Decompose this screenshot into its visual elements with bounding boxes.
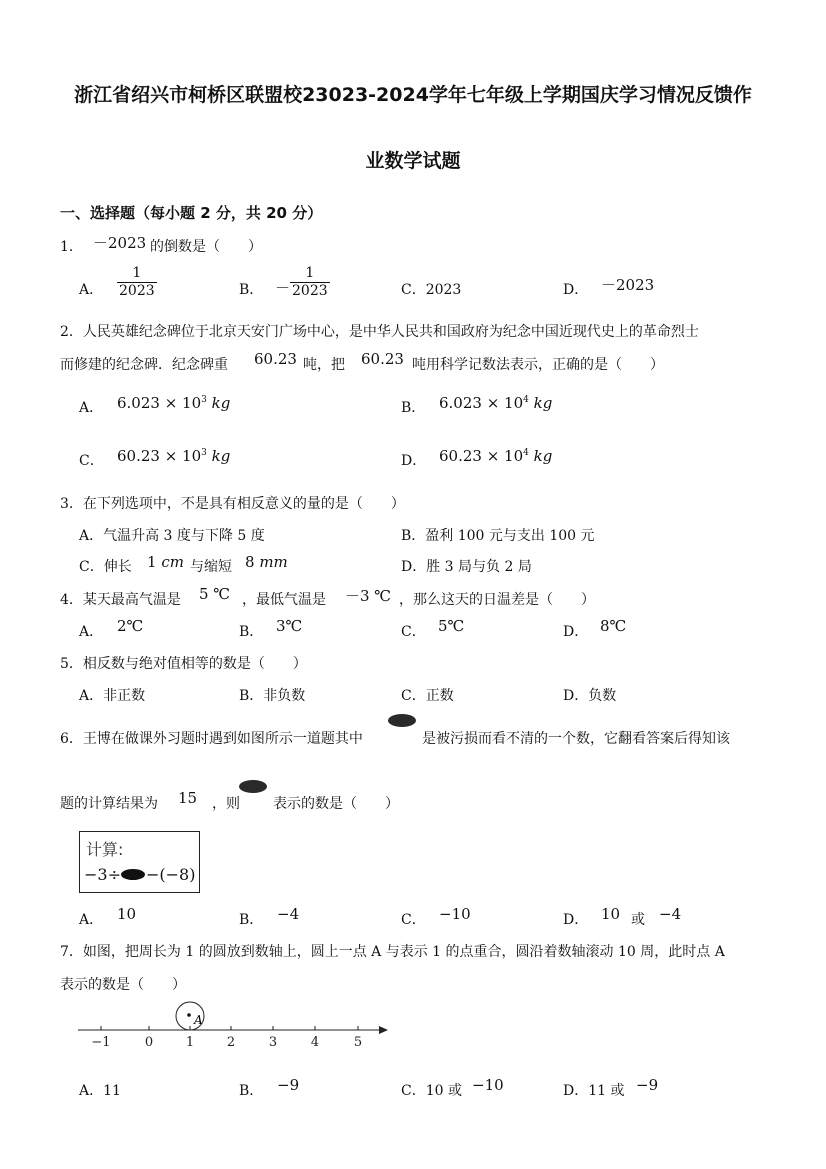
q2-value-1: 60.23: [254, 350, 297, 368]
q2-option-b: [439, 394, 552, 412]
q3-text: 3．在下列选项中，不是具有相反意义的量的是（ ）: [60, 496, 405, 512]
tick-label: −1: [91, 1035, 111, 1050]
q3-option-c-num1: 1: [147, 553, 157, 571]
q6-text-a: 6．王博在做课外习题时遇到如图所示一道题其中: [60, 731, 363, 747]
q2-line2-b: 吨，把: [303, 357, 345, 373]
q4-option-c-label: C．: [401, 624, 426, 640]
q4-option-b-value: 3℃: [276, 617, 303, 635]
q4-option-b-label: B．: [239, 624, 264, 640]
q1-option-a-denominator: 2023: [119, 283, 155, 299]
smudge-icon: [121, 869, 145, 880]
q2-option-a: [117, 394, 230, 412]
q4-text-a: 4．某天最高气温是: [60, 592, 181, 608]
q6-option-a-label: A．: [79, 912, 104, 928]
q6-option-c-value: −10: [439, 905, 471, 923]
tick-label: 0: [144, 1035, 154, 1050]
q1-number: 1．: [60, 239, 83, 255]
q1-option-a-label: A．: [79, 282, 104, 298]
q1-option-b-sign: －: [275, 279, 291, 297]
q2-option-d-exponent: 4: [523, 448, 529, 458]
q6-box-left: −3÷: [84, 865, 121, 884]
q4-text-b: ，最低气温是: [242, 592, 326, 608]
q2-option-b-exponent: 4: [523, 395, 529, 405]
q4-value-2: －3 ℃: [345, 587, 392, 605]
number-line-labels: [91, 1035, 362, 1050]
q1-option-d-label: D．: [563, 282, 589, 298]
q1-text: 的倒数是（ ）: [150, 239, 262, 255]
q6-text-c: 题的计算结果为: [60, 796, 158, 812]
q2-option-d-base: 60.23 × 10: [439, 447, 524, 465]
q6-calculation-box: [79, 831, 200, 893]
q3-option-c-value2: [245, 553, 288, 571]
q1-option-b-label: B．: [239, 282, 264, 298]
q1-option-c: C．2023: [401, 282, 462, 298]
q2-value-2: 60.23: [361, 350, 404, 368]
q6-box-right: −(−8): [146, 865, 196, 884]
smudge-icon: [388, 714, 416, 727]
tick-label: 3: [268, 1035, 278, 1050]
q3-option-c-unit2: mm: [259, 553, 288, 571]
q2-option-a-unit: kg: [211, 394, 231, 412]
q4-value-1: 5 ℃: [199, 585, 231, 603]
q2-option-b-base: 6.023 × 10: [439, 394, 524, 412]
q7-option-b-value: −9: [277, 1076, 300, 1094]
q7-option-a: A．11: [79, 1083, 121, 1099]
axis-arrow-icon: [379, 1026, 388, 1034]
q7-line1: 7．如图，把周长为 1 的圆放到数轴上，圆上一点 A 与表示 1 的点重合，圆沿着数轴滚动 10 周，此时点 A: [60, 944, 725, 960]
q1-option-a-fraction: [117, 265, 157, 300]
q6-option-d-label: D．: [563, 912, 589, 928]
q6-option-b-label: B．: [239, 912, 264, 928]
tick-label: 2: [226, 1035, 236, 1050]
tick-label: 5: [353, 1035, 363, 1050]
q1-option-d-value: －2023: [601, 276, 655, 294]
q2-option-c-label: C．: [79, 453, 104, 469]
number-line-ticks: [101, 1026, 358, 1030]
q7-option-c-value: −10: [472, 1076, 504, 1094]
q6-text-b: 是被污损而看不清的一个数，它翻看答案后得知该: [422, 731, 730, 747]
q2-line2-c: 吨用科学记数法表示，正确的是（ ）: [412, 357, 664, 373]
point-a-label: A: [194, 1013, 203, 1027]
q6-option-d-value-2: −4: [659, 905, 682, 923]
q6-option-b-value: −4: [277, 905, 300, 923]
q6-box-title: 计算:: [86, 840, 124, 859]
q7-line2: 表示的数是（ ）: [60, 977, 186, 993]
number-line-diagram: [70, 996, 400, 1052]
q2-option-d-unit: kg: [533, 447, 553, 465]
q5-option-a: A．非正数: [79, 688, 146, 704]
q2-line1: 2．人民英雄纪念碑位于北京天安门广场中心，是中华人民共和国政府为纪念中国近现代史上的革命烈士: [60, 324, 699, 340]
q7-option-b-label: B．: [239, 1083, 264, 1099]
q6-text-e: 表示的数是（ ）: [273, 796, 399, 812]
q5-option-b: B．非负数: [239, 688, 306, 704]
q2-line2-a: 而修建的纪念碑．纪念碑重: [60, 357, 228, 373]
q3-option-c-value1: [147, 553, 184, 571]
q3-option-c-num2: 8: [245, 553, 255, 571]
q6-option-d-value-1: 10: [601, 905, 621, 923]
tick-label: 4: [310, 1035, 320, 1050]
q7-option-d-value: −9: [636, 1076, 659, 1094]
q3-option-a: A．气温升高 3 度与下降 5 度: [79, 528, 265, 544]
q2-option-b-label: B．: [401, 400, 426, 416]
q3-option-b: B．盈利 100 元与支出 100 元: [401, 528, 595, 544]
q5-text: 5．相反数与绝对值相等的数是（ ）: [60, 656, 307, 672]
q7-option-c-label: C．10 或: [401, 1083, 462, 1099]
q2-option-c-base: 60.23 × 10: [117, 447, 202, 465]
page-title-line1: 浙江省绍兴市柯桥区联盟校23023-2024学年七年级上学期国庆学习情况反馈作: [74, 84, 752, 106]
q1-option-b-denominator: 2023: [292, 283, 328, 299]
tick-label: 1: [185, 1035, 195, 1050]
q1-option-b-fraction: [290, 265, 330, 300]
q2-option-c-unit: kg: [211, 447, 231, 465]
circle-center-dot: [187, 1013, 191, 1017]
q4-option-a-label: A．: [79, 624, 104, 640]
q3-option-c-a: C．伸长: [79, 559, 132, 575]
q1-option-b-numerator: 1: [290, 265, 330, 283]
q1-option-a-numerator: 1: [117, 265, 157, 283]
q1-expression: －2023: [93, 234, 147, 252]
q6-option-c-label: C．: [401, 912, 426, 928]
q2-option-a-base: 6.023 × 10: [117, 394, 202, 412]
smudge-icon: [239, 780, 267, 793]
q4-option-d-value: 8℃: [600, 617, 627, 635]
q2-option-c: [117, 447, 230, 465]
q2-option-a-label: A．: [79, 400, 104, 416]
q3-option-c-unit1: cm: [161, 553, 184, 571]
q7-option-d-label: D．11 或: [563, 1083, 625, 1099]
section-heading: 一、选择题（每小题 2 分，共 20 分）: [60, 204, 323, 222]
q5-option-c: C．正数: [401, 688, 454, 704]
q4-text-c: ，那么这天的日温差是（ ）: [399, 592, 595, 608]
q2-option-b-unit: kg: [533, 394, 553, 412]
q2-option-c-exponent: 3: [201, 448, 207, 458]
q6-result-value: 15: [178, 789, 198, 807]
q4-option-a-value: 2℃: [117, 617, 144, 635]
q4-option-c-value: 5℃: [438, 617, 465, 635]
q2-option-d: [439, 447, 552, 465]
q6-option-d-or: 或: [631, 912, 645, 928]
q2-option-a-exponent: 3: [201, 395, 207, 405]
q3-option-c-b: 与缩短: [190, 559, 232, 575]
q6-text-d: ，则: [212, 796, 240, 812]
page-title-line2: 业数学试题: [365, 150, 461, 172]
q2-option-d-label: D．: [401, 453, 427, 469]
q3-option-d: D．胜 3 局与负 2 局: [401, 559, 532, 575]
q5-option-d: D．负数: [563, 688, 617, 704]
q4-option-d-label: D．: [563, 624, 589, 640]
q6-option-a-value: 10: [117, 905, 137, 923]
